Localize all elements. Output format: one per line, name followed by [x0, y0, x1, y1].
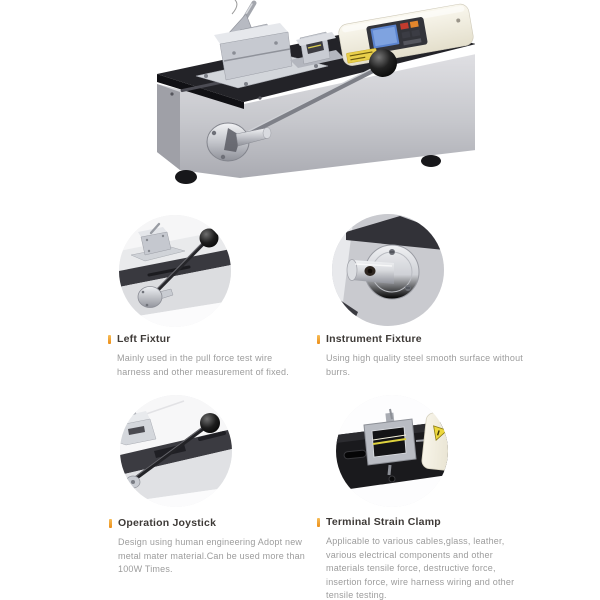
accent-bar-icon [108, 335, 111, 344]
machine-foot-left [175, 170, 197, 184]
feature-description: Design using human engineering Adopt new metal mater material.Can be used more than 100W Times. [118, 537, 305, 574]
feature-description: Applicable to various cables,glass, leather, various electrical components and other materials tensile force, destructive force, insertion force, wire harness wiring and other tensile testing. [326, 536, 515, 600]
terminal-strain-clamp-photo-art [336, 395, 448, 507]
feature-left-fixture [108, 333, 304, 379]
instrument-fixture-photo [332, 214, 444, 326]
operation-joystick-photo [120, 395, 232, 507]
instrument-fixture-photo-art [332, 214, 444, 326]
feature-heading [108, 333, 304, 345]
feature-terminal-strain-clamp [317, 516, 529, 600]
accent-bar-icon [109, 519, 112, 528]
feature-heading [317, 516, 529, 528]
feature-operation-joystick [109, 517, 315, 577]
handle-ball [369, 49, 397, 77]
joystick-ball [200, 413, 220, 433]
left-fixture-photo-art [119, 215, 231, 327]
accent-bar-icon [317, 335, 320, 344]
joystick-ball [200, 229, 219, 248]
machine-foot-right [421, 155, 441, 167]
feature-title: Instrument Fixture [326, 333, 422, 345]
pull-force-tester-illustration [140, 0, 475, 196]
watermark-curve [232, 0, 237, 14]
feature-heading [317, 333, 523, 345]
feature-title: Left Fixtur [117, 333, 171, 345]
left-fixture-photo [119, 215, 231, 327]
accent-bar-icon [317, 518, 320, 527]
feature-title: Operation Joystick [118, 517, 217, 529]
feature-description: Using high quality steel smooth surface without burrs. [326, 353, 523, 377]
operation-joystick-photo-art [120, 395, 232, 507]
terminal-strain-clamp-photo [336, 395, 448, 507]
feature-heading [109, 517, 315, 529]
feature-title: Terminal Strain Clamp [326, 516, 441, 528]
product-photo [140, 0, 475, 196]
feature-description: Mainly used in the pull force test wire harness and other measurement of fixed. [117, 353, 289, 377]
feature-instrument-fixture [317, 333, 523, 379]
